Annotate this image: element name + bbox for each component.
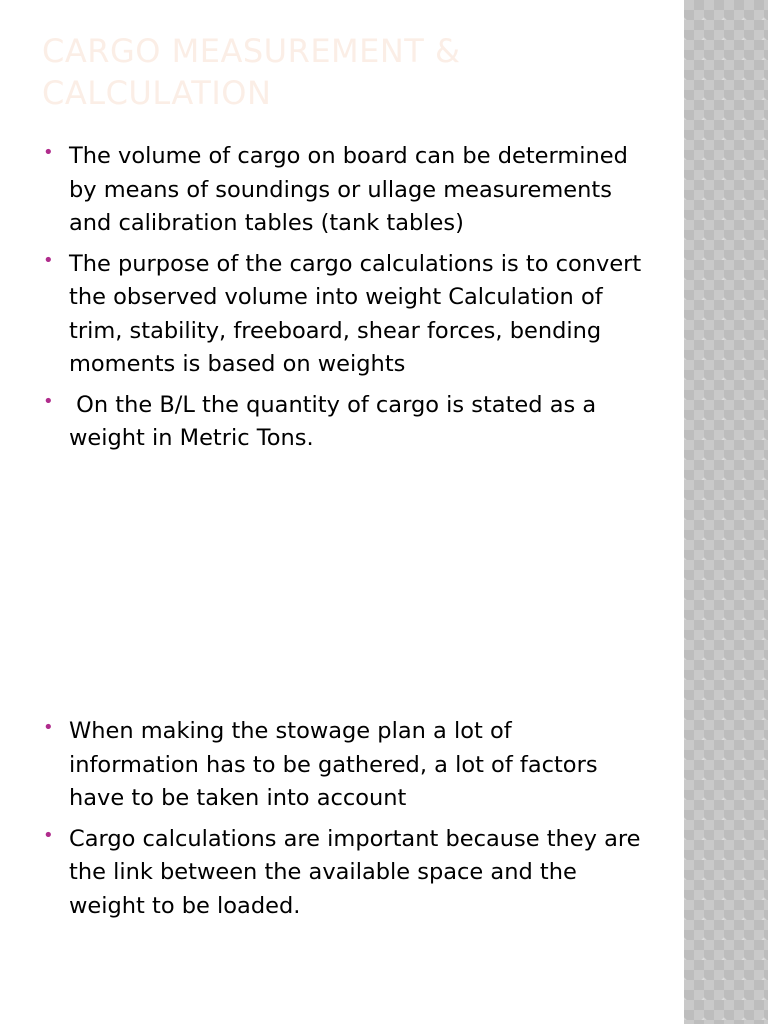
bullet-item <box>42 715 642 816</box>
bullet-item <box>42 823 642 924</box>
bullet-dot-icon: • <box>43 142 54 163</box>
bullet-dot-icon: • <box>43 824 54 846</box>
bullet-list-top <box>42 140 642 463</box>
decorative-side-panel <box>684 0 768 1024</box>
bullet-item <box>42 248 642 382</box>
slide-title: CARGO MEASUREMENT & CALCULATION <box>42 32 461 112</box>
bullet-dot-icon: • <box>43 717 54 738</box>
bullet-dot-icon: • <box>43 390 54 412</box>
bullet-dot-icon: • <box>43 249 54 271</box>
bullet-text: Cargo calculations are important because they are the link between the available space and the weight to be loaded. <box>69 825 641 919</box>
bullet-item <box>42 140 642 241</box>
bullet-text: The purpose of the cargo calculations is to convert the observed volume into weight Calculation of trim, stability, freeboard, shear forces, bending moments is based on weights <box>69 250 642 377</box>
bullet-text: The volume of cargo on board can be determined by means of soundings or ullage measurements and calibration tables (tank tables) <box>69 143 628 236</box>
bullet-text: On the B/L the quantity of cargo is stated as a weight in Metric Tons. <box>69 391 597 451</box>
bullet-text: When making the stowage plan a lot of information has to be gathered, a lot of factors have to be taken into account <box>69 718 598 811</box>
bullet-item <box>42 389 642 456</box>
bullet-list-bottom <box>42 715 642 930</box>
